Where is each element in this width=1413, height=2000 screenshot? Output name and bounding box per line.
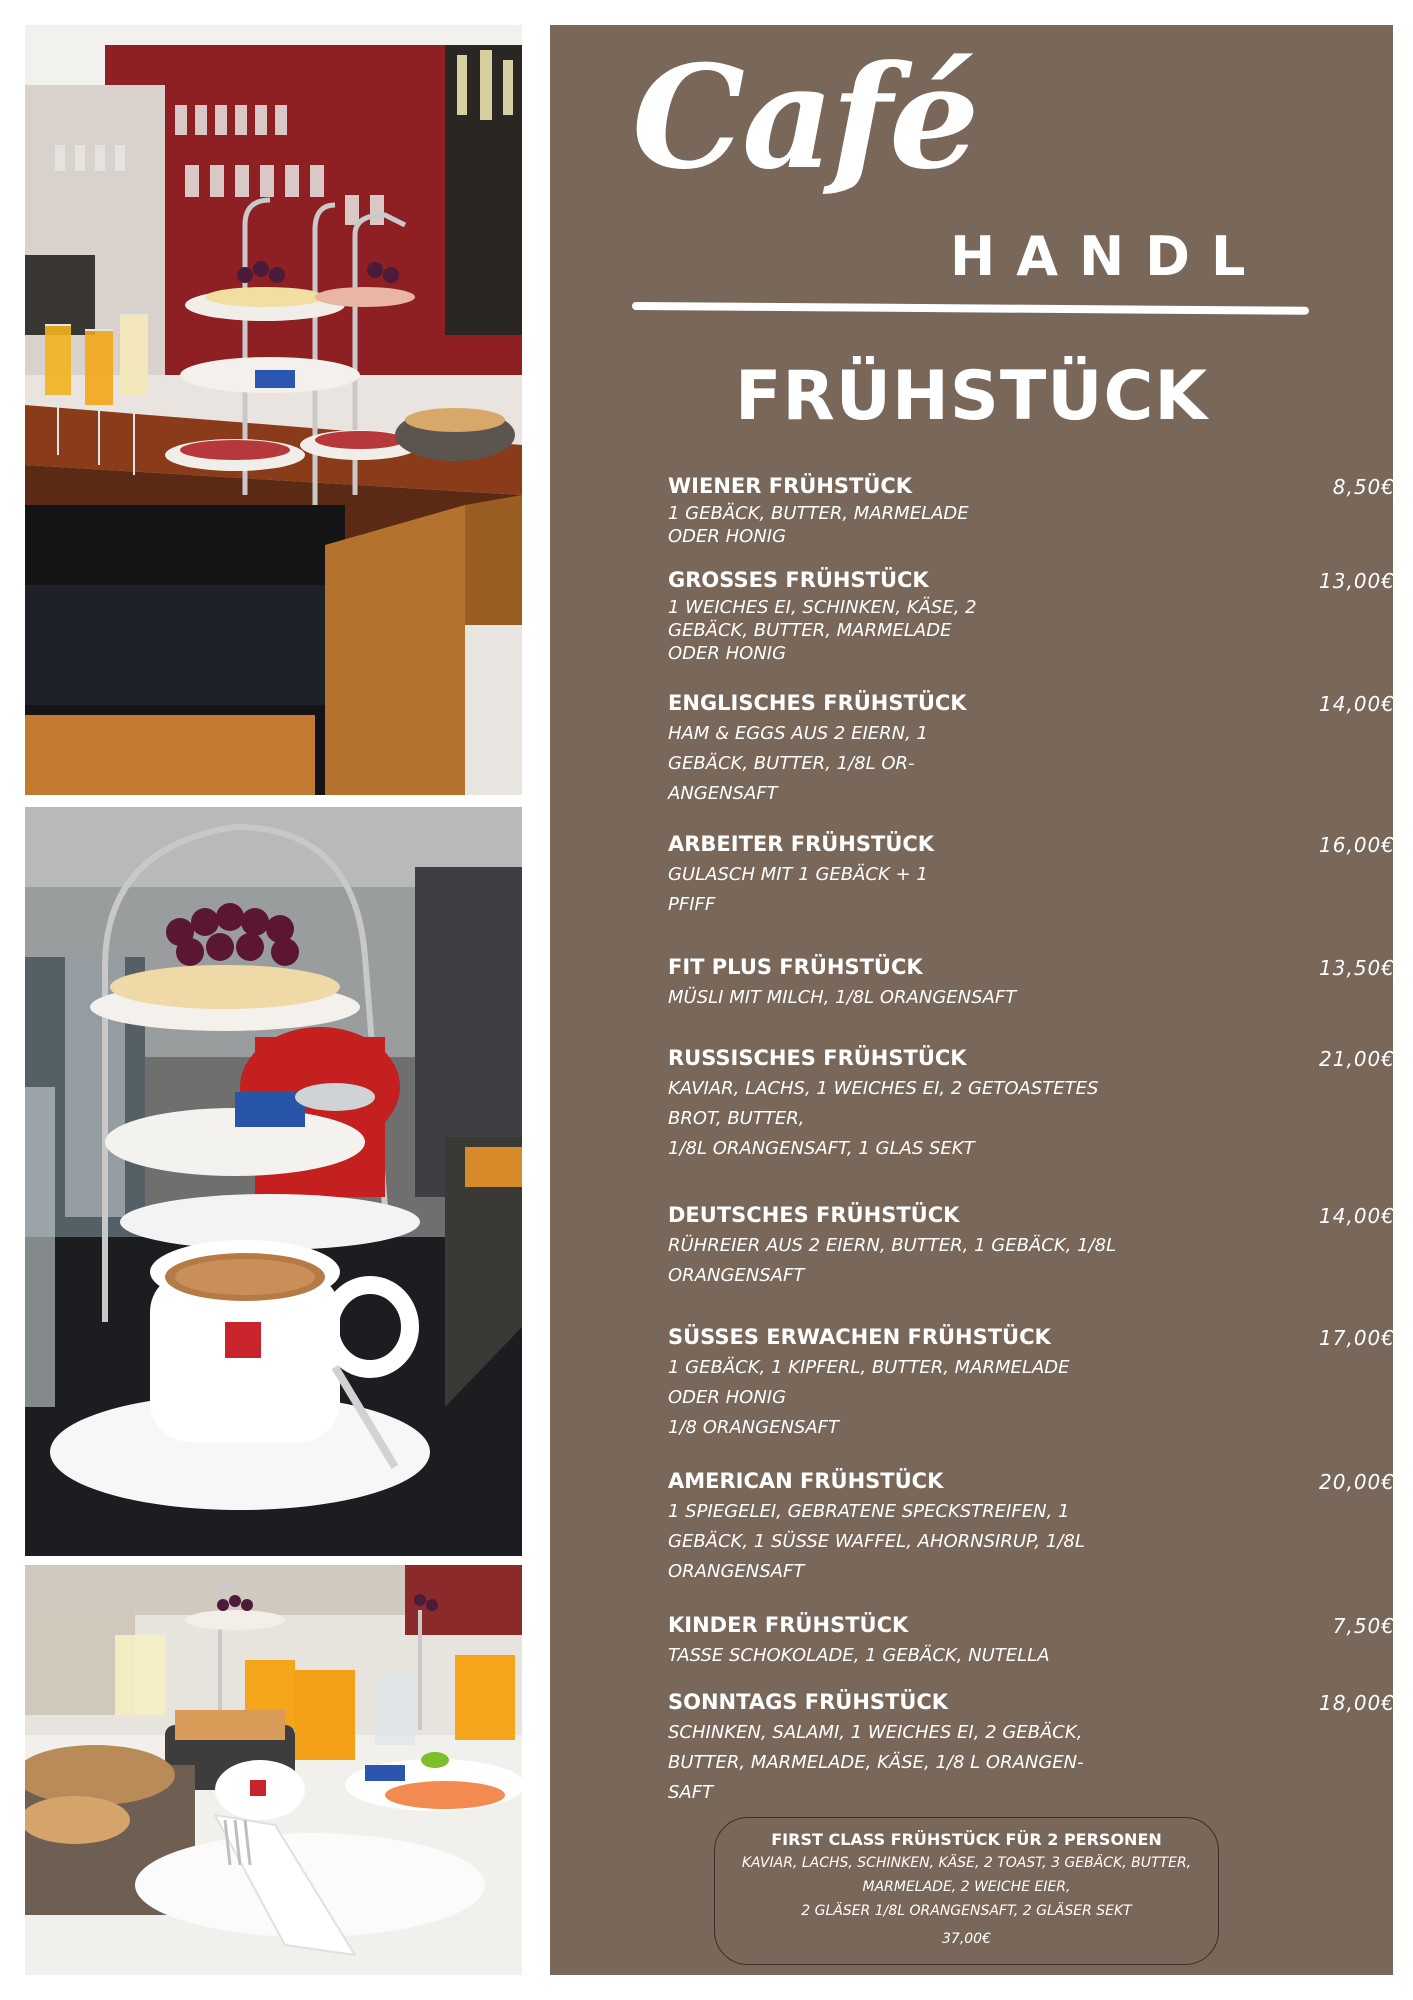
menu-item [668, 1689, 1395, 1808]
menu-item-description: 1 GEBÄCK, BUTTER, MARMELADE ODER HONIG [668, 503, 969, 547]
menu-item [668, 1468, 1395, 1587]
menu-item-name: WIENER FRÜHSTÜCK [668, 474, 913, 498]
first-class-title: FIRST CLASS FRÜHSTÜCK FÜR 2 PERSONEN [771, 1830, 1162, 1849]
menu-item-price: 17,00€ [1319, 1326, 1395, 1350]
logo-script-text: Café [632, 35, 977, 201]
menu-item [668, 954, 1395, 1013]
menu-item-description: KAVIAR, LACHS, 1 WEICHES EI, 2 GETOASTETES BROT, BUTTER, 1/8L ORANGENSAFT, 1 GLAS SEKT [668, 1078, 1099, 1159]
menu-item [668, 473, 1395, 548]
menu-item-description: 1 WEICHES EI, SCHINKEN, KÄSE, 2 GEBÄCK, BUTTER, MARMELADE ODER HONIG [668, 597, 977, 664]
menu-item [668, 831, 1395, 920]
menu-item-name: AMERICAN FRÜHSTÜCK [668, 1469, 944, 1493]
menu-item [668, 567, 1395, 665]
menu-panel [550, 25, 1393, 1975]
menu-item-name: SÜSSES ERWACHEN FRÜHSTÜCK [668, 1325, 1051, 1349]
logo-underline [632, 302, 1309, 315]
first-class-description: KAVIAR, LACHS, SCHINKEN, KÄSE, 2 TOAST, 3 GEBÄCK, BUTTER, MARMELADE, 2 WEICHE EIER, 2 GLÄSER 1/8L ORANGENSAFT, 2 GLÄSER SEKT [741, 1855, 1192, 1919]
photo-bar-breakfast-stand [25, 25, 522, 795]
menu-item [668, 1202, 1395, 1291]
menu-item-description: 1 GEBÄCK, 1 KIPFERL, BUTTER, MARMELADE ODER HONIG 1/8 ORANGENSAFT [668, 1357, 1070, 1438]
menu-item-name: FIT PLUS FRÜHSTÜCK [668, 955, 923, 979]
menu-item-name: KINDER FRÜHSTÜCK [668, 1613, 909, 1637]
menu-item-name: RUSSISCHES FRÜHSTÜCK [668, 1046, 967, 1070]
menu-item-price: 20,00€ [1319, 1470, 1395, 1494]
menu-item-price: 14,00€ [1319, 692, 1395, 716]
menu-item-name: SONNTAGS FRÜHSTÜCK [668, 1690, 949, 1714]
photo-breakfast-table [25, 1565, 522, 1975]
menu-item [668, 1612, 1395, 1671]
menu-item-description: MÜSLI MIT MILCH, 1/8L ORANGENSAFT [668, 987, 1017, 1008]
menu-item-description: 1 SPIEGELEI, GEBRATENE SPECKSTREIFEN, 1 GEBÄCK, 1 SÜSSE WAFFEL, AHORNSIRUP, 1/8L ORANGENSAFT [668, 1501, 1085, 1582]
menu-item [668, 1045, 1395, 1164]
menu-item-price: 13,50€ [1319, 956, 1395, 980]
menu-item-name: DEUTSCHES FRÜHSTÜCK [668, 1203, 960, 1227]
menu-item [668, 690, 1395, 809]
menu-item-price: 21,00€ [1319, 1047, 1395, 1071]
first-class-box [714, 1817, 1219, 1965]
menu-item-description: GULASCH MIT 1 GEBÄCK + 1 PFIFF [668, 864, 928, 915]
menu-item-price: 8,50€ [1332, 475, 1395, 499]
menu-item-description: TASSE SCHOKOLADE, 1 GEBÄCK, NUTELLA [668, 1645, 1050, 1666]
first-class-price: 37,00€ [942, 1931, 991, 1947]
menu-item-price: 13,00€ [1319, 569, 1395, 593]
menu-item-description: SCHINKEN, SALAMI, 1 WEICHES EI, 2 GEBÄCK, BUTTER, MARMELADE, KÄSE, 1/8 L ORANGEN- SAFT [668, 1722, 1084, 1803]
menu-item-price: 18,00€ [1319, 1691, 1395, 1715]
menu-heading: FRÜHSTÜCK [734, 357, 1209, 436]
menu-item-name: ARBEITER FRÜHSTÜCK [668, 832, 935, 856]
logo-subtitle: HANDL [950, 225, 1267, 288]
menu-item [668, 1324, 1395, 1443]
menu-item-name: GROSSES FRÜHSTÜCK [668, 568, 929, 592]
photo-coffee-breakfast-stand [25, 807, 522, 1556]
menu-item-price: 7,50€ [1332, 1614, 1395, 1638]
menu-item-name: ENGLISCHES FRÜHSTÜCK [668, 691, 967, 715]
menu-item-description: HAM & EGGS AUS 2 EIERN, 1 GEBÄCK, BUTTER, 1/8L OR- ANGENSAFT [668, 723, 929, 804]
menu-item-description: RÜHREIER AUS 2 EIERN, BUTTER, 1 GEBÄCK, 1/8L ORANGENSAFT [668, 1235, 1117, 1286]
menu-item-price: 16,00€ [1319, 833, 1395, 857]
menu-item-price: 14,00€ [1319, 1204, 1395, 1228]
